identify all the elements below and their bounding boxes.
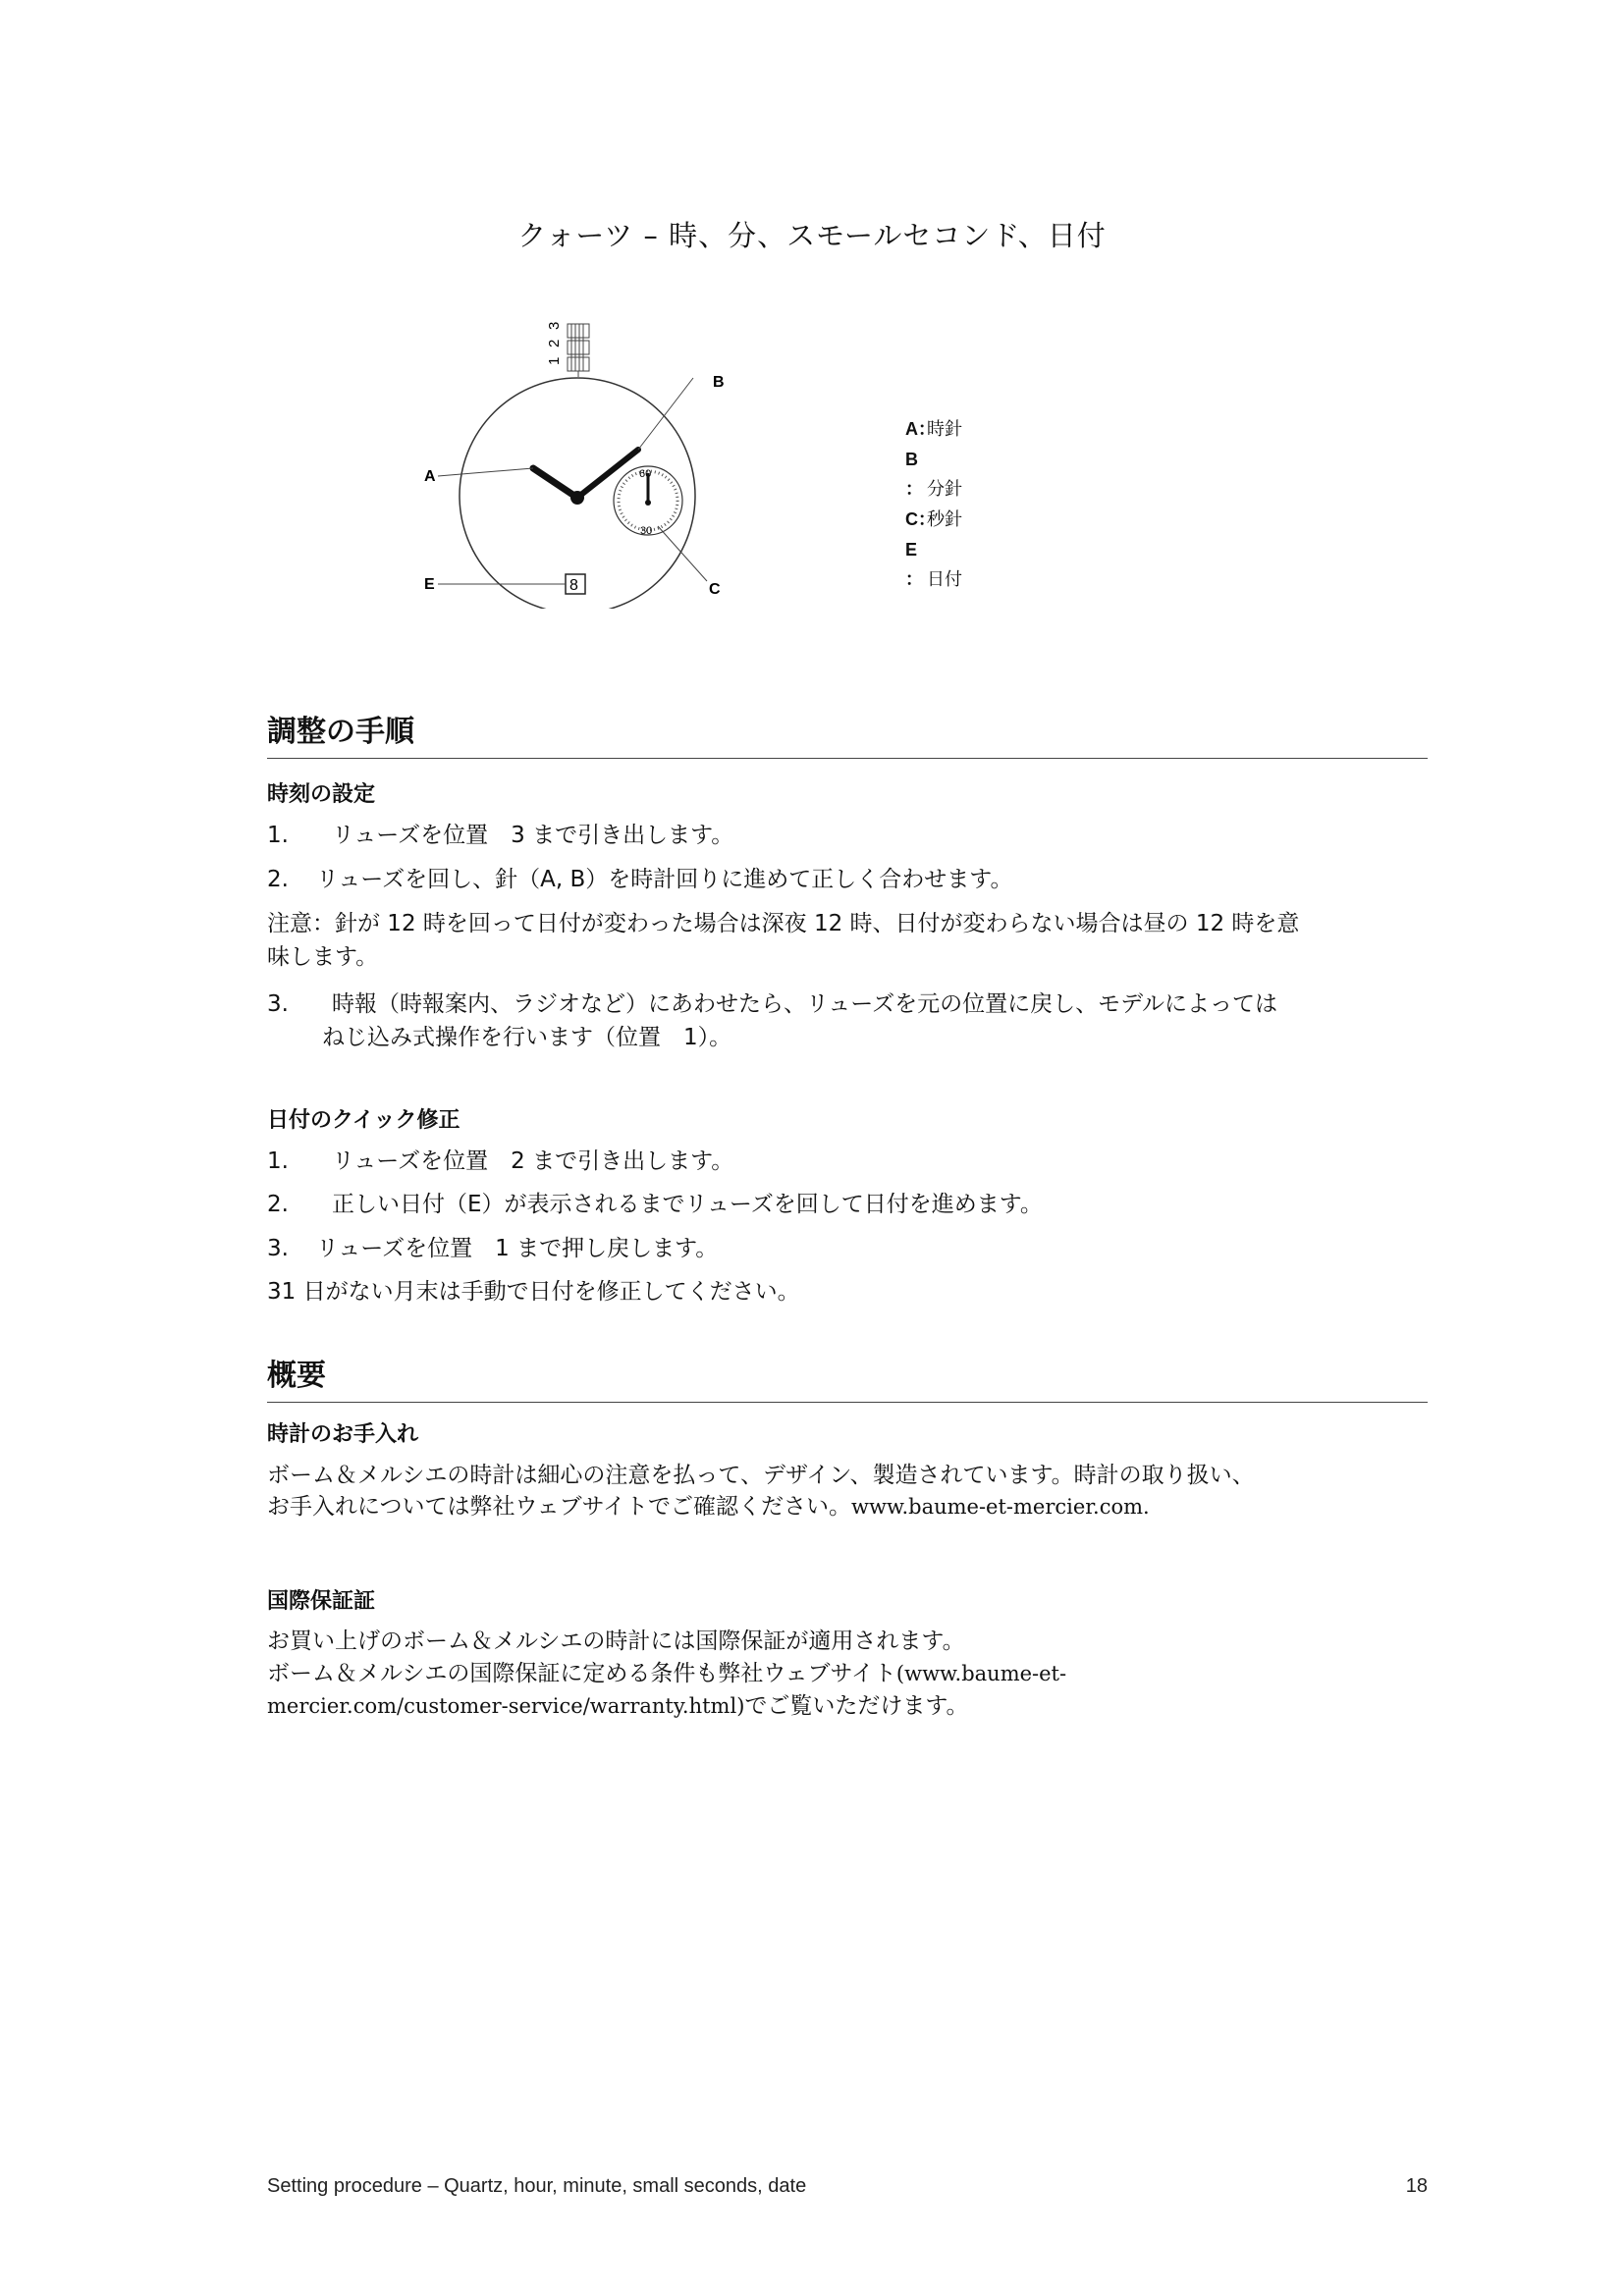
section-heading-overview: 概要 — [267, 1351, 1428, 1403]
subheading-date-correction: 日付のクイック修正 — [267, 1108, 460, 1133]
crown-position-1: 1 — [546, 356, 563, 365]
care-line-2: お手入れについては弊社ウェブサイトでご確認ください。www.baume-et-mercier.com. — [267, 1494, 1150, 1520]
warranty-url-part-1[interactable]: (www.baume-et- — [895, 1662, 1067, 1685]
minute-hand — [577, 450, 638, 498]
crown-position-ticks — [568, 324, 589, 377]
diagram-legend — [905, 414, 962, 595]
date-window-value: 8 — [569, 577, 578, 594]
date-step-3: 3. リューズを位置 1 まで押し戻します。 — [267, 1236, 719, 1261]
subdial-60: 60 — [639, 468, 652, 480]
warranty-line-2: ボーム＆メルシエの国際保証に定める条件も弊社ウェブサイト(www.baume-et- — [267, 1661, 1067, 1686]
warranty-url-part-2[interactable]: mercier.com/customer-service/warranty.html) — [267, 1694, 745, 1718]
subheading-warranty: 国際保証証 — [267, 1589, 376, 1614]
label-c: C — [709, 581, 721, 598]
date-note: 31 日がない月末は手動で日付を修正してください。 — [267, 1279, 800, 1305]
legend-item: A：時針 — [905, 419, 962, 440]
legend-item: B ： 分針 — [905, 450, 962, 500]
hour-hand — [533, 468, 577, 498]
center-pin — [570, 491, 584, 505]
label-e: E — [424, 576, 435, 593]
crown-position-2: 2 — [546, 339, 563, 347]
subheading-time-setting: 時刻の設定 — [267, 782, 376, 807]
time-note-line-2: 味します。 — [267, 944, 379, 970]
time-step-3: 3. 時報（時報案内、ラジオなど）にあわせたら、リューズを元の位置に戻し、モデルによっては — [267, 991, 1278, 1017]
time-step-1: 1. リューズを位置 3 まで引き出します。 — [267, 823, 734, 848]
warranty-line-3: mercier.com/customer-service/warranty.html)でご覧いただけます。 — [267, 1693, 969, 1719]
label-b: B — [713, 374, 725, 391]
watch-diagram — [412, 294, 746, 609]
time-step-2: 2. リューズを回し、針（A, B）を時計回りに進めて正しく合わせます。 — [267, 867, 1013, 892]
subdial-30: 30 — [640, 525, 653, 537]
warranty-line-1: お買い上げのボーム＆メルシエの時計には国際保証が適用されます。 — [267, 1629, 965, 1654]
legend-item: E ： 日付 — [905, 540, 962, 590]
time-step-3-line-2: ねじ込み式操作を行います（位置 1）。 — [322, 1025, 732, 1050]
care-url[interactable]: www.baume-et-mercier.com. — [851, 1495, 1150, 1519]
subheading-watch-care: 時計のお手入れ — [267, 1422, 419, 1447]
date-step-2: 2. 正しい日付（E）が表示されるまでリューズを回して日付を進めます。 — [267, 1192, 1043, 1217]
section-heading-adjustment: 調整の手順 — [267, 707, 1428, 759]
time-note-line-1: 注意：針が 12 時を回って日付が変わった場合は深夜 12 時、日付が変わらない場合は昼の 12 時を意 — [267, 911, 1300, 936]
date-step-1: 1. リューズを位置 2 まで引き出します。 — [267, 1148, 734, 1174]
crown-position-3: 3 — [546, 321, 563, 330]
label-a: A — [424, 468, 436, 485]
page-footer — [267, 2175, 1428, 2198]
care-line-1: ボーム＆メルシエの時計は細心の注意を払って、デザイン、製造されています。時計の取り扱い、 — [267, 1463, 1255, 1488]
legend-item: C：秒針 — [905, 509, 962, 530]
footer-text: Setting procedure – Quartz, hour, minute, small seconds, date — [267, 2175, 807, 2197]
page-title: クォーツ – 時、分、スモールセコンド、日付 — [517, 219, 1107, 252]
page-number: 18 — [1405, 2175, 1428, 2197]
